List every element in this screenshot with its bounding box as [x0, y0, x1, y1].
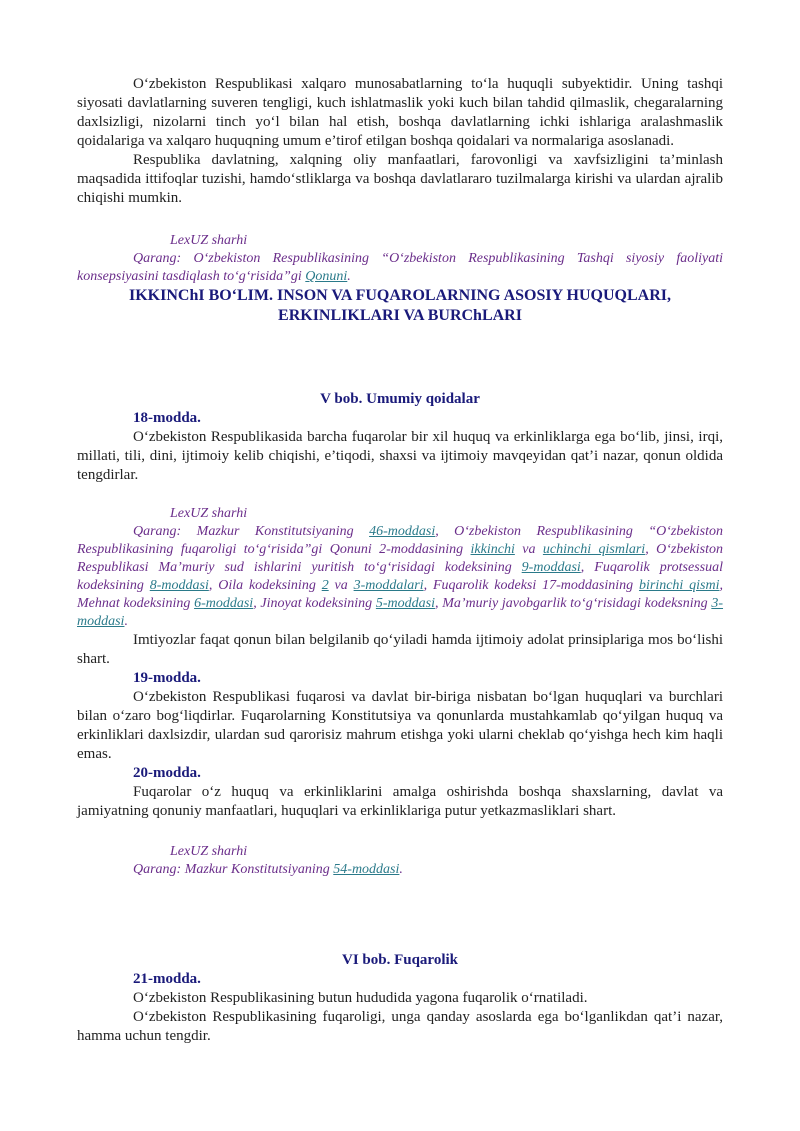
article-21-title: 21-modda. [133, 971, 201, 987]
link-8-moddasi[interactable]: 8-moddasi [149, 578, 209, 593]
article-19-paragraph-1: O‘zbekiston Respublikasi fuqarosi va davlat bir-biriga nisbatan bo‘lgan huquqlari va burchlari bilan o‘zaro bog‘liqdirlar. Fuqarolarning Konstitutsiya va qonunlarda mustahkamlab qo‘yilgan huquq va erkinliklari daxlsizdir, ulardan sud qarorisiz mahrum etishga yoki ularni cheklab qo‘yishga hech kim haqli emas. [77, 689, 723, 762]
paragraph-intro-1: O‘zbekiston Respublikasi xalqaro munosabatlarning to‘la huquqli subyektidir. Uning tashqi siyosati davlatlarning suveren tengligi, kuch ishlatmaslik yoki kuch bilan tahdid qilmaslik, chegaralarning daxlsizligi, nizolarni tinch yo‘l bilan hal etish, boshqa davlatlarning ichki ishlariga aralashmaslik qoidalariga va xalqaro huquqning umum e’tirof etilgan boshqa qoidalari va normalariga asoslanadi. [77, 76, 723, 149]
note-body: Qarang: Mazkur Konstitutsiyaning 54-moddasi. [133, 862, 403, 877]
note-label: LexUZ sharhi [170, 844, 248, 859]
note-body: Qarang: O‘zbekiston Respublikasining “O‘zbekiston Respublikasining Tashqi siyosiy faoliyati konsepsiyasini tasdiqlash to‘g‘risida”gi Qonuni. [77, 251, 723, 284]
link-9-moddasi[interactable]: 9-moddasi [521, 560, 581, 575]
link-3-moddalari[interactable]: 3-moddalari [353, 578, 424, 593]
link-qonuni[interactable]: Qonuni [305, 269, 348, 284]
paragraph-intro-2: Respublika davlatning, xalqning oliy manfaatlari, farovonligi va xavfsizligini ta’minlash maqsadida ittifoqlar tuzishi, hamdo‘stliklarga va boshqa davlatlararo tuzilmalarga kirishi va ulardan ajralib chiqishi mumkin. [77, 152, 723, 206]
link-ikkinchi[interactable]: ikkinchi [470, 542, 515, 557]
lexuz-note-2 [77, 505, 723, 631]
lexuz-note-3 [77, 843, 723, 879]
link-5-moddasi[interactable]: 5-moddasi [375, 596, 436, 611]
link-54-moddasi[interactable]: 54-moddasi [333, 862, 400, 877]
note-label: LexUZ sharhi [170, 233, 248, 248]
part-title: IKKINChI BO‘LIM. INSON VA FUQAROLARNING ASOSIY HUQUQLARI, ERKINLIKLARI VA BURChLARI [128, 287, 672, 324]
chapter-6-title: VI bob. Fuqarolik [341, 952, 458, 968]
chapter-5-title: V bob. Umumiy qoidalar [320, 391, 480, 407]
note-body: Qarang: Mazkur Konstitutsiyaning 46-moddasi, O‘zbekiston Respublikasining “O‘zbekiston Respublikasining fuqaroligi to‘g‘risida”gi Qonuni 2-moddasining ikkinchi va uchinchi qismlari, O‘zbekiston Respublikasi Ma’muriy sud ishlarini yuritish to‘g‘risidagi kodeksining 9-moddasi, Fuqarolik protsessual kodeksining 8-moddasi, Oila kodeksining 2 va 3-moddalari, Fuqarolik kodeksi 17-moddasining birinchi qismi, Mehnat kodeksining 6-moddasi, Jinoyat kodeksining 5-moddasi, Ma’muriy javobgarlik to‘g‘risidagi kodeksning 3-moddasi. [77, 524, 724, 629]
article-18-paragraph-2: Imtiyozlar faqat qonun bilan belgilanib qo‘yiladi hamda ijtimoiy adolat prinsiplariga mos bo‘lishi shart. [77, 632, 723, 667]
article-21-paragraph-2: O‘zbekiston Respublikasining fuqaroligi, unga qanday asoslarda ega bo‘lganlikdan qat’i nazar, hamma uchun tengdir. [77, 1009, 723, 1044]
article-21-paragraph-1: O‘zbekiston Respublikasining butun hududida yagona fuqarolik o‘rnatiladi. [133, 990, 588, 1006]
link-uchinchi-qismlari[interactable]: uchinchi qismlari [542, 542, 646, 557]
article-19-title: 19-modda. [133, 670, 201, 686]
link-3-moddasi[interactable]: 3-moddasi [77, 596, 724, 629]
link-6-moddasi[interactable]: 6-moddasi [194, 596, 254, 611]
article-20-paragraph-1: Fuqarolar o‘z huquq va erkinliklarini amalga oshirishda boshqa shaxslarning, davlat va jamiyatning qonuniy manfaatlari, huquqlari va erkinliklariga putur yetkazmasliklari shart. [77, 784, 723, 819]
note-label: LexUZ sharhi [170, 506, 248, 521]
link-2[interactable]: 2 [321, 578, 329, 593]
article-20-title: 20-modda. [133, 765, 201, 781]
link-46-moddasi[interactable]: 46-moddasi [369, 524, 436, 539]
article-18-title: 18-modda. [133, 410, 201, 426]
article-18-paragraph-1: O‘zbekiston Respublikasida barcha fuqarolar bir xil huquq va erkinliklarga ega bo‘lib, jinsi, irqi, millati, tili, dini, ijtimoiy kelib chiqishi, e’tiqodi, shaxsi va ijtimoiy mavqeyidan qat’i nazar, qonun oldida tengdirlar. [77, 429, 723, 483]
lexuz-note-1 [77, 232, 723, 286]
link-birinchi-qismi[interactable]: birinchi qismi [638, 578, 720, 593]
